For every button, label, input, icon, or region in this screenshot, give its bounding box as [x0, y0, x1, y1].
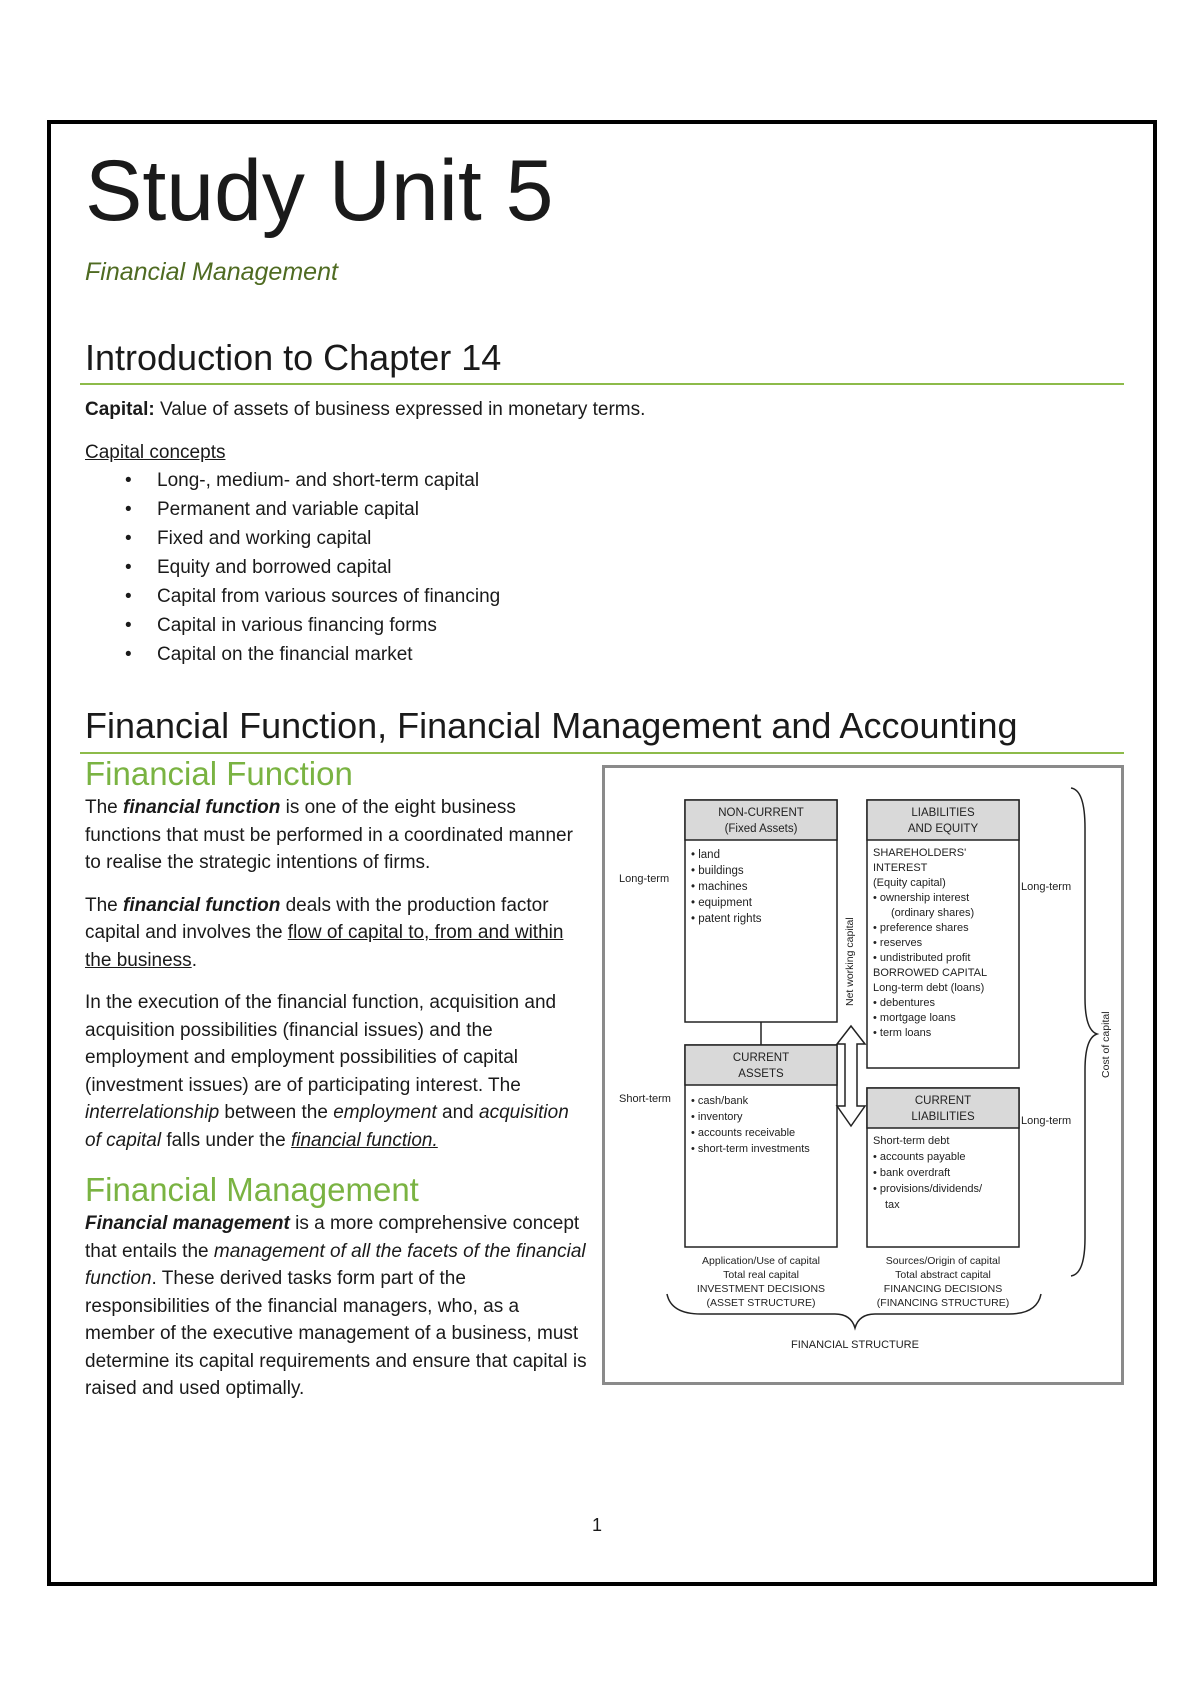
label-short-term-left: Short-term [619, 1093, 671, 1105]
noncurrent-title-2: (Fixed Assets) [724, 823, 798, 835]
svg-text:Total abstract capital: Total abstract capital [895, 1269, 991, 1281]
svg-text:• equipment: • equipment [691, 897, 752, 909]
capital-def-text: Value of assets of business expressed in monetary terms. [154, 399, 646, 420]
current-liab-title-2: LIABILITIES [911, 1111, 975, 1123]
svg-text:• bank overdraft: • bank overdraft [873, 1167, 951, 1179]
svg-text:• term loans: • term loans [873, 1027, 932, 1039]
capital-concepts-label [85, 439, 225, 466]
current-assets-title-2: ASSETS [738, 1068, 784, 1080]
svg-text:• debentures: • debentures [873, 997, 935, 1009]
list-item: • Equity and borrowed capital [85, 553, 785, 582]
svg-text:INTEREST: INTEREST [873, 862, 928, 874]
list-item: • Long-, medium- and short-term capital [85, 466, 785, 495]
ff-paragraph-2: The financial function deals with the production factor capital and involves the flow of capital to, from and within the business. [85, 894, 564, 971]
svg-text:• reserves: • reserves [873, 937, 923, 949]
svg-text:Short-term debt: Short-term debt [873, 1135, 950, 1147]
svg-text:FINANCING DECISIONS: FINANCING DECISIONS [883, 1283, 1003, 1295]
svg-text:BORROWED CAPITAL: BORROWED CAPITAL [873, 967, 988, 979]
svg-text:• inventory: • inventory [691, 1111, 743, 1123]
svg-text:• accounts payable: • accounts payable [873, 1151, 966, 1163]
fm-paragraph-1: Financial management is a more comprehensive concept that entails the management of all the facets of the financial function. These derived tasks form part of the responsibilities of the financial managers, who, as a member of the executive management of a business, must determine its capital requirements and ensure that capital is raised and used optimally. [85, 1213, 587, 1399]
financial-function-heading: Financial Function [85, 755, 353, 792]
svg-text:• land: • land [691, 849, 720, 861]
svg-text:tax: tax [885, 1199, 900, 1211]
right-caption [877, 1255, 1009, 1309]
svg-text:INVESTMENT DECISIONS: INVESTMENT DECISIONS [696, 1283, 826, 1295]
financial-management-heading: Financial Management [85, 1171, 419, 1208]
label-long-term-left: Long-term [619, 873, 670, 885]
liabilities-title-2: AND EQUITY [907, 823, 979, 835]
svg-text:Total real capital: Total real capital [723, 1269, 799, 1281]
svg-text:• mortgage loans: • mortgage loans [873, 1012, 956, 1024]
svg-text:• machines: • machines [691, 881, 748, 893]
ff-paragraph-1: The financial function is one of the eight business functions that must be performed in a coordinated manner to realise the strategic intentions of firms. [85, 797, 573, 873]
section2-heading: Financial Function, Financial Management and Accounting [85, 705, 1018, 746]
section2-rule [80, 752, 1124, 754]
financial-function-text [85, 794, 575, 1169]
current-liab-title-1: CURRENT [914, 1095, 972, 1107]
svg-text:SHAREHOLDERS': SHAREHOLDERS' [873, 847, 967, 859]
svg-text:(Equity capital): (Equity capital) [873, 877, 946, 889]
page-number: 1 [592, 1515, 603, 1535]
svg-text:(ASSET STRUCTURE): (ASSET STRUCTURE) [706, 1297, 816, 1309]
svg-text:• accounts receivable: • accounts receivable [691, 1127, 796, 1139]
diagram-svg [605, 768, 1121, 1382]
svg-text:• short-term investments: • short-term investments [691, 1143, 810, 1155]
right-brace-icon [1071, 788, 1097, 1276]
list-item: • Capital on the financial market [85, 640, 785, 669]
svg-text:Application/Use of capital: Application/Use of capital [702, 1255, 820, 1267]
noncurrent-title-1: NON-CURRENT [718, 807, 804, 819]
capital-concepts-text: Capital concepts [85, 442, 226, 463]
svg-text:• ownership interest: • ownership interest [873, 892, 970, 904]
intro-heading: Introduction to Chapter 14 [85, 337, 502, 378]
svg-text:• provisions/dividends/: • provisions/dividends/ [873, 1183, 983, 1195]
current-liab-items [873, 1135, 983, 1211]
list-item: • Fixed and working capital [85, 524, 785, 553]
svg-text:• cash/bank: • cash/bank [691, 1095, 749, 1107]
financial-structure-label: FINANCIAL STRUCTURE [791, 1339, 919, 1351]
list-item: • Capital in various financing forms [85, 611, 785, 640]
svg-text:Sources/Origin of capital: Sources/Origin of capital [885, 1255, 1001, 1267]
label-long-term-right-bottom: Long-term [1021, 1115, 1072, 1127]
intro-rule [80, 383, 1124, 385]
financial-management-text [85, 1210, 590, 1418]
current-assets-title-1: CURRENT [732, 1052, 790, 1064]
ff-paragraph-3: In the execution of the financial function, acquisition and acquisition possibilities (financial issues) and the employment and employment possibilities of capital (investment issues) are of participating interest. The interrelationship between the employment and acquisition of capital falls under the financial function. [85, 992, 569, 1151]
svg-text:• buildings: • buildings [691, 865, 744, 877]
label-net-working-capital: Net working capital [844, 917, 856, 1006]
svg-text:Long-term debt (loans): Long-term debt (loans) [873, 982, 985, 994]
svg-text:• preference shares: • preference shares [873, 922, 969, 934]
list-item: • Permanent and variable capital [85, 495, 785, 524]
capital-definition [85, 396, 645, 423]
svg-text:(FINANCING STRUCTURE): (FINANCING STRUCTURE) [876, 1297, 1010, 1309]
page-title: Study Unit 5 [85, 143, 554, 239]
list-item: • Capital from various sources of financing [85, 582, 785, 611]
equity-text [873, 847, 987, 1039]
label-cost-of-capital: Cost of capital [1100, 1011, 1112, 1078]
left-caption [697, 1255, 825, 1309]
capital-term: Capital: [85, 399, 155, 420]
svg-text:• undistributed profit: • undistributed profit [873, 952, 971, 964]
noncurrent-items [691, 849, 762, 925]
page-subtitle: Financial Management [85, 258, 338, 286]
label-long-term-right-top: Long-term [1021, 881, 1072, 893]
capital-concepts-list [85, 466, 785, 669]
financial-structure-diagram [602, 765, 1124, 1385]
svg-text:(ordinary shares): (ordinary shares) [891, 907, 975, 919]
liabilities-title-1: LIABILITIES [911, 807, 975, 819]
current-assets-items [691, 1095, 810, 1155]
svg-text:• patent rights: • patent rights [691, 913, 762, 925]
double-arrow-icon [837, 1026, 865, 1126]
